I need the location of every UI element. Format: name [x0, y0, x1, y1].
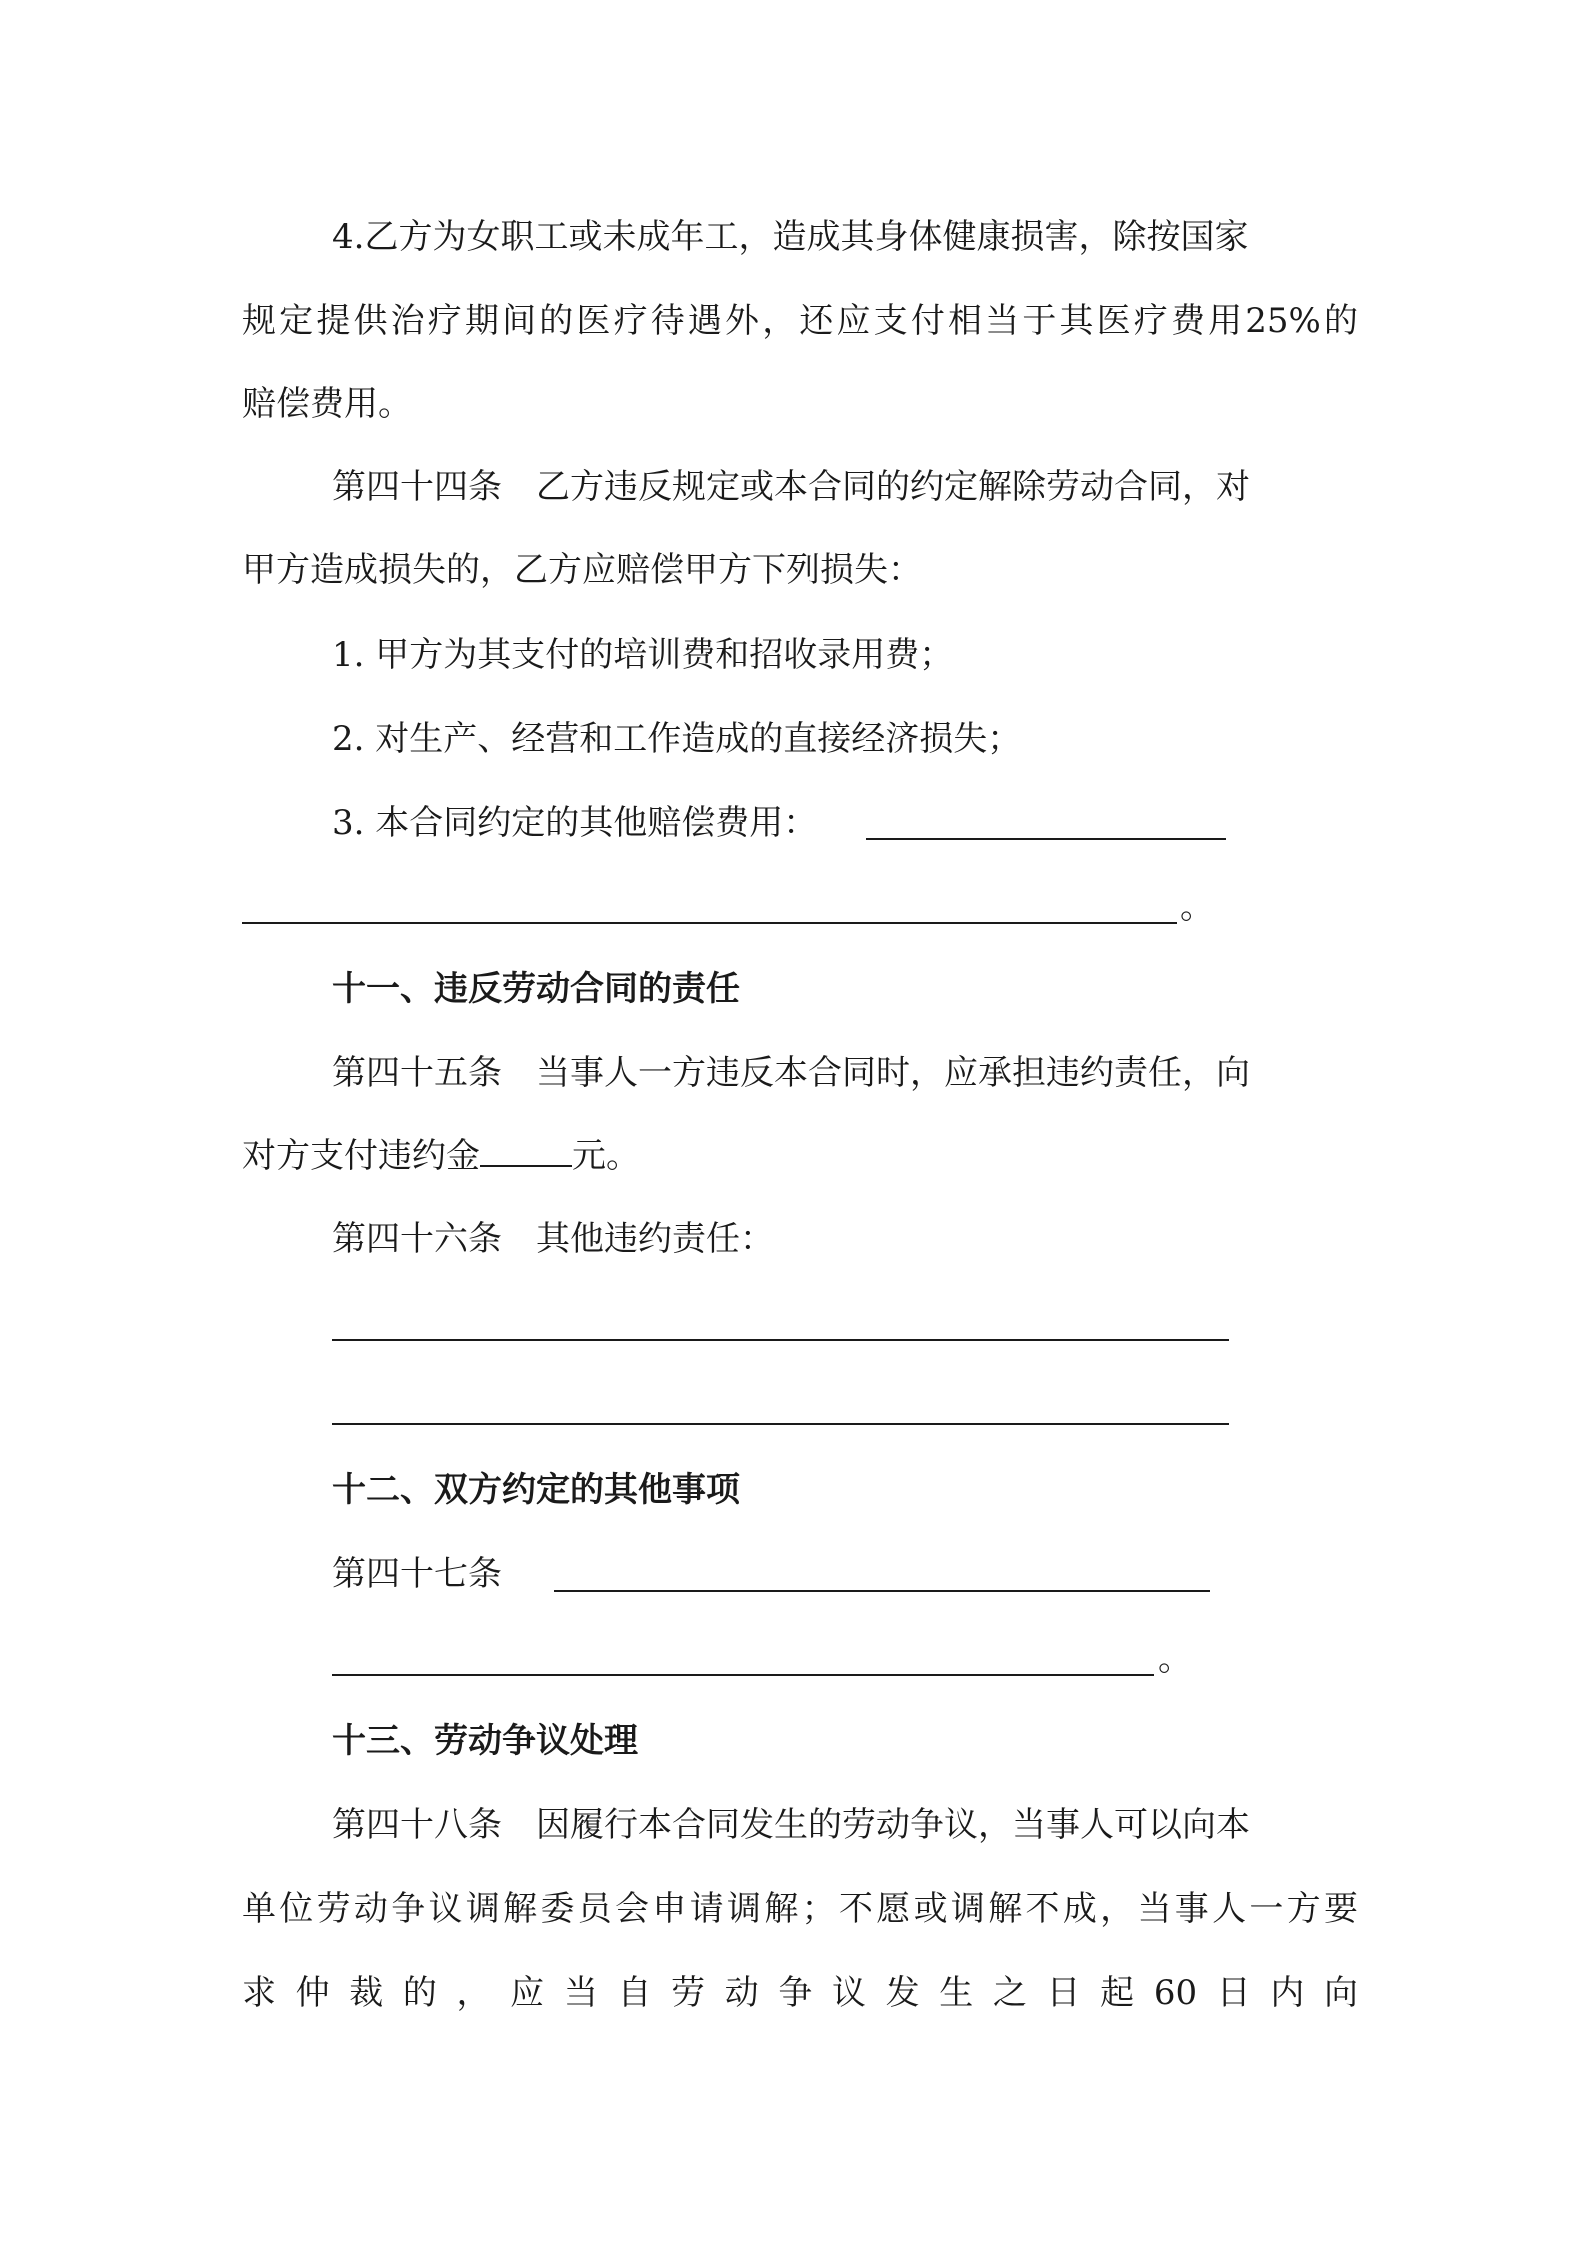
paragraph-line: 甲方造成损失的，乙方应赔偿甲方下列损失： — [242, 550, 922, 590]
blank-line — [332, 1423, 1229, 1425]
blank-line — [332, 1674, 1154, 1676]
paragraph-line: 求仲裁的，应当自劳动争议发生之日起60日内向 — [242, 1973, 1358, 2013]
article-44-line: 第四十四条 乙方违反规定或本合同的约定解除劳动合同，对 — [332, 467, 1250, 507]
paragraph-line: 规定提供治疗期间的医疗待遇外，还应支付相当于其医疗费用25%的 — [242, 301, 1358, 341]
list-item: 3. 本合同约定的其他赔偿费用： — [332, 803, 818, 843]
list-item: 2. 对生产、经营和工作造成的直接经济损失； — [332, 719, 1022, 759]
article-46-line: 第四十六条 其他违约责任： — [332, 1219, 774, 1259]
period-mark: 。 — [1180, 887, 1214, 927]
blank-line — [332, 1339, 1229, 1341]
list-item: 1. 甲方为其支付的培训费和招收录用费； — [332, 635, 954, 675]
penalty-blank — [480, 1135, 572, 1167]
period-mark: 。 — [1158, 1639, 1192, 1679]
section-heading: 十一、违反劳动合同的责任 — [332, 969, 740, 1009]
paragraph-line — [242, 1131, 640, 1181]
paragraph-line: 单位劳动争议调解委员会申请调解；不愿或调解不成，当事人一方要 — [242, 1889, 1358, 1929]
section-heading: 十二、双方约定的其他事项 — [332, 1470, 740, 1510]
article-47-line: 第四十七条 — [332, 1554, 502, 1594]
paragraph-line: 赔偿费用。 — [242, 384, 412, 424]
penalty-unit: 元。 — [572, 1136, 640, 1176]
article-45-line: 第四十五条 当事人一方违反本合同时，应承担违约责任，向 — [332, 1053, 1250, 1093]
blank-line — [242, 922, 1177, 924]
paragraph-line: 4.乙方为女职工或未成年工，造成其身体健康损害，除按国家 — [332, 217, 1249, 257]
penalty-text: 对方支付违约金 — [242, 1136, 480, 1176]
blank-line — [866, 838, 1226, 840]
blank-line — [554, 1590, 1210, 1592]
article-48-line: 第四十八条 因履行本合同发生的劳动争议，当事人可以向本 — [332, 1805, 1250, 1845]
section-heading: 十三、劳动争议处理 — [332, 1721, 638, 1761]
